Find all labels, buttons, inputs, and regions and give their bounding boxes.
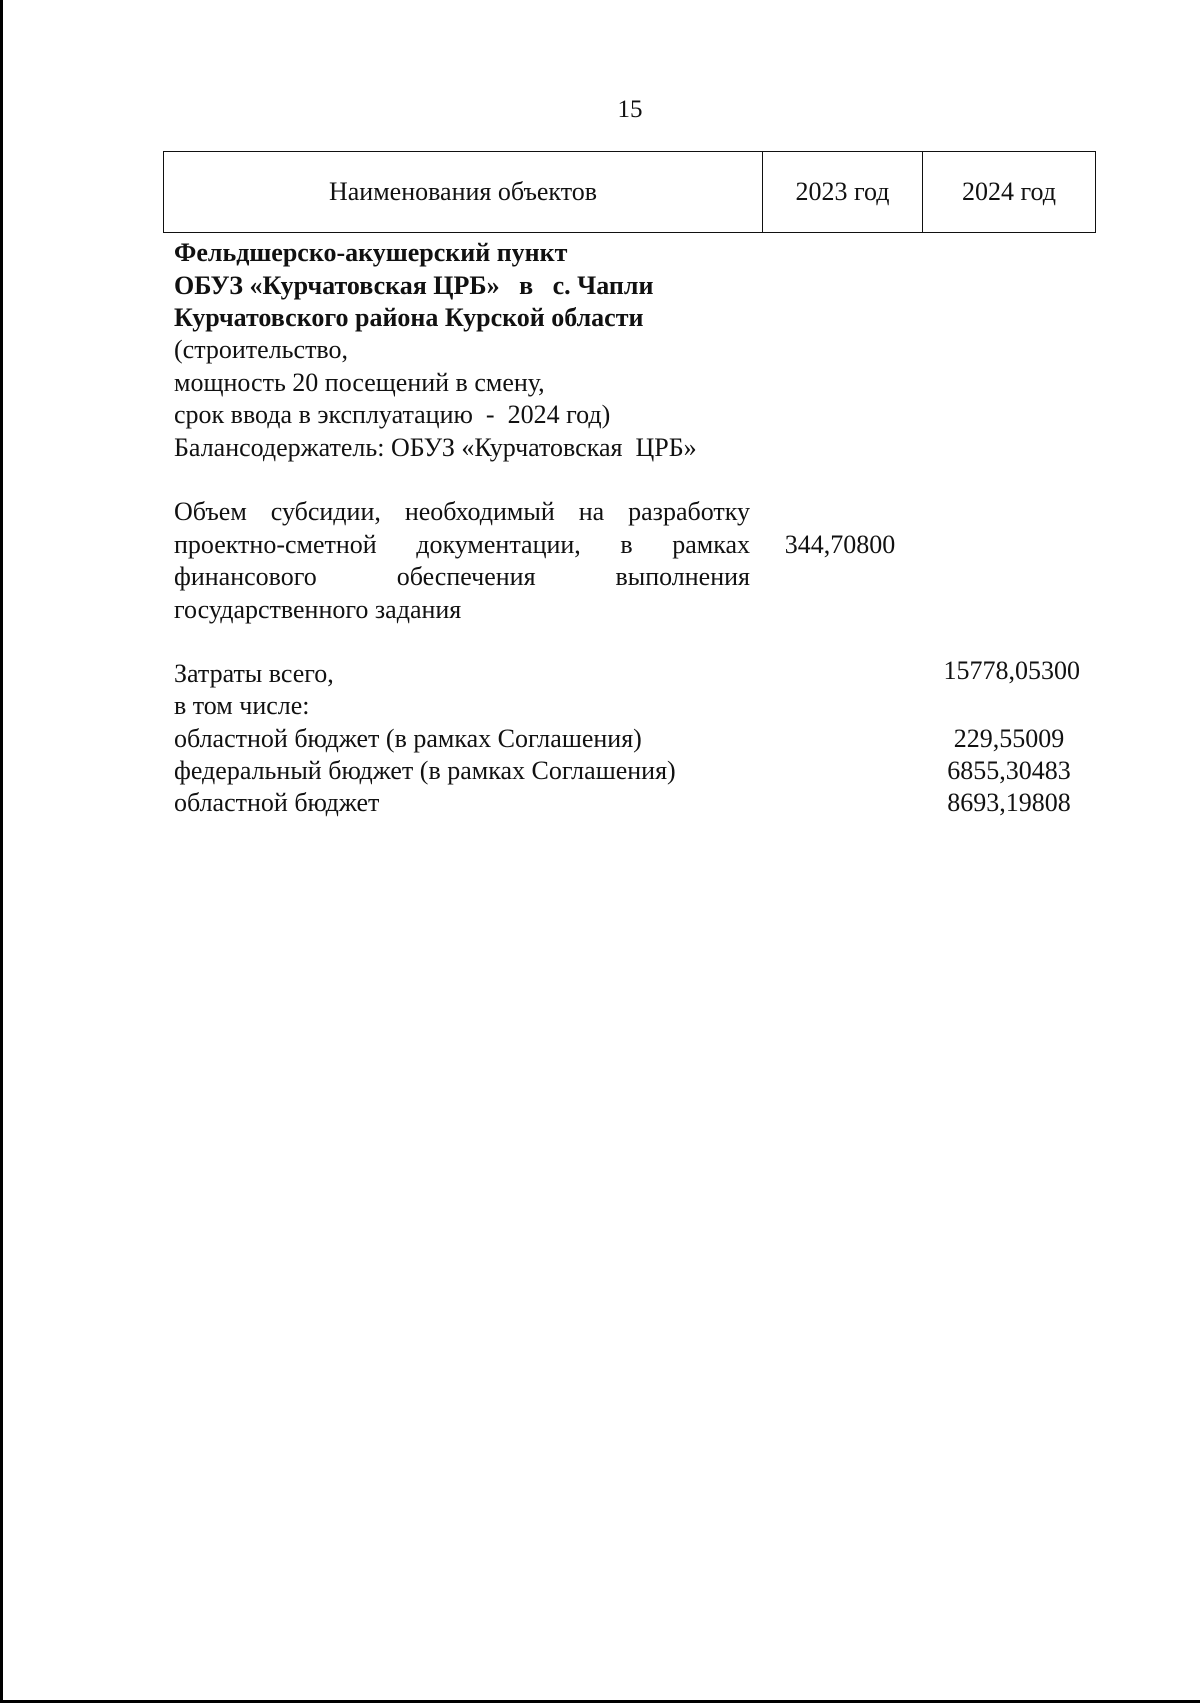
subsidy-line-3: финансового обеспечения выполнения: [174, 562, 750, 591]
costs-including-label: в том числе:: [174, 691, 310, 720]
object-title-line-1: Фельдшерско-акушерский пункт: [174, 238, 568, 267]
object-detail-line-1: (строительство,: [174, 335, 349, 364]
subsidy-line-1: Объем субсидии, необходимый на разработку: [174, 497, 750, 526]
header-col-2023: 2023 год: [763, 152, 923, 233]
object-detail-line-3: срок ввода в эксплуатацию - 2024 год): [174, 400, 611, 429]
costs-item-value-2024: 6855,30483: [947, 756, 1071, 785]
header-col-name: Наименования объектов: [164, 152, 763, 233]
costs-item-label: областной бюджет (в рамках Соглашения): [174, 724, 642, 753]
subsidy-line-4: государственного задания: [174, 595, 462, 624]
costs-item-label: областной бюджет: [174, 788, 380, 817]
object-title-line-2: ОБУЗ «Курчатовская ЦРБ» в с. Чапли: [174, 271, 654, 300]
page-number: 15: [617, 96, 643, 123]
costs-item-value-2024: 8693,19808: [947, 788, 1071, 817]
costs-item-value-2024: 229,55009: [953, 724, 1065, 753]
header-col-2024: 2024 год: [923, 152, 1096, 233]
object-title-line-3: Курчатовского района Курской области: [174, 303, 644, 332]
balance-holder: Балансодержатель: ОБУЗ «Курчатовская ЦРБ»: [174, 433, 697, 462]
subsidy-value-2023: 344,70800: [784, 530, 896, 559]
object-detail-line-2: мощность 20 посещений в смену,: [174, 368, 545, 397]
costs-total-value-2024: 15778,05300: [943, 656, 1080, 685]
subsidy-line-2: проектно-сметной документации, в рамках: [174, 530, 750, 559]
table-header: [163, 151, 1096, 233]
costs-item-label: федеральный бюджет (в рамках Соглашения): [174, 756, 676, 785]
costs-total-label: Затраты всего,: [174, 659, 334, 688]
scan-edge-left: [0, 0, 3, 1703]
